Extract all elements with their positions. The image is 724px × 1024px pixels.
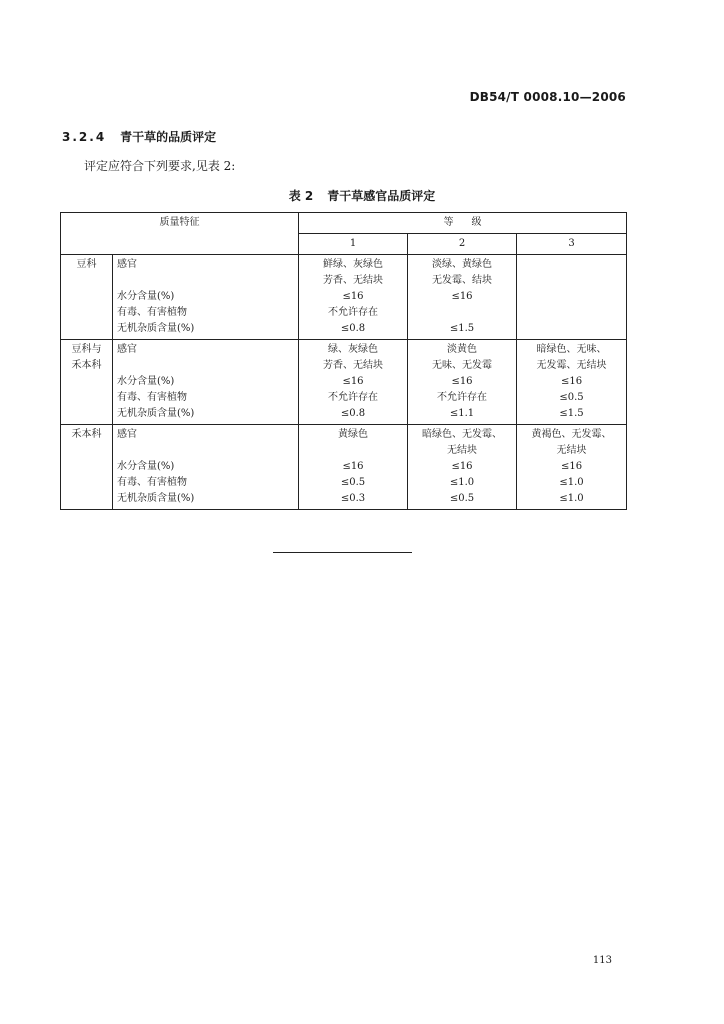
grade-2-values — [408, 425, 517, 510]
grade-value: 黄绿色 — [338, 429, 368, 440]
section-heading — [62, 128, 216, 145]
grade-1-header: 1 — [299, 234, 408, 255]
attribute-label: 无机杂质含量(%) — [117, 408, 195, 419]
table-caption-number: 表 2 — [288, 189, 314, 203]
grade-value: ≤16 — [342, 461, 364, 472]
attribute-label: 有毒、有害植物 — [117, 477, 187, 488]
attribute-label: 水分含量(%) — [117, 461, 175, 472]
grade-value — [521, 257, 622, 273]
table-caption-title: 青干草感官品质评定 — [327, 189, 436, 203]
grade-value — [303, 443, 403, 459]
grade-value — [412, 305, 512, 321]
attribute-label: 无机杂质含量(%) — [117, 323, 195, 334]
attribute-list — [113, 255, 299, 340]
grade-3-values — [517, 340, 627, 425]
grade-value: ≤0.8 — [340, 323, 366, 334]
attribute-label: 有毒、有害植物 — [117, 307, 187, 318]
attribute-label: 水分含量(%) — [117, 291, 175, 302]
grade-value: ≤16 — [342, 376, 364, 387]
grade-value — [521, 273, 622, 289]
section-number: 3.2.4 — [62, 130, 107, 144]
grade-value: ≤1.5 — [559, 408, 584, 419]
grade-value: 芳香、无结块 — [323, 360, 383, 371]
grade-2-header: 2 — [408, 234, 517, 255]
grade-value: ≤16 — [342, 291, 364, 302]
attribute-label: 感官 — [117, 344, 137, 355]
attribute-label: 无机杂质含量(%) — [117, 493, 195, 504]
quality-table — [60, 212, 627, 510]
grade-3-values — [517, 425, 627, 510]
grade-value: 无结块 — [556, 445, 587, 456]
grade-value: ≤0.5 — [559, 392, 584, 403]
attribute-label: 水分含量(%) — [117, 376, 175, 387]
attribute-label: 感官 — [117, 259, 137, 270]
grade-1-values — [299, 255, 408, 340]
grade-value: ≤1.0 — [559, 477, 584, 488]
grade-value — [521, 321, 622, 337]
grade-value: 不允许存在 — [437, 392, 487, 403]
header-feature: 质量特征 — [61, 213, 299, 255]
grade-value: 无味、无发霉 — [432, 360, 492, 371]
grade-value: ≤16 — [451, 461, 473, 472]
table-row — [61, 425, 627, 510]
attribute-list — [113, 340, 299, 425]
grade-value: ≤16 — [560, 461, 583, 472]
table-caption — [0, 187, 724, 204]
page-number: 113 — [592, 955, 612, 966]
grade-value: 芳香、无结块 — [323, 275, 383, 286]
grade-1-values — [299, 340, 408, 425]
intro-paragraph: 评定应符合下列要求,见表 2: — [84, 159, 236, 173]
grade-value: ≤0.3 — [340, 493, 366, 504]
table-row — [61, 255, 627, 340]
attribute-label: 感官 — [117, 429, 137, 440]
grade-value: 无发霉、结块 — [432, 275, 492, 286]
grade-value: ≤1.1 — [449, 408, 475, 419]
grade-1-values — [299, 425, 408, 510]
grade-value: ≤16 — [451, 291, 473, 302]
grade-3-header: 3 — [517, 234, 627, 255]
group-name: 豆科与禾本科 — [61, 340, 113, 425]
table-row — [61, 340, 627, 425]
grade-value: ≤16 — [451, 376, 473, 387]
header-grade: 等级 — [299, 213, 627, 234]
grade-value: 无发霉、无结块 — [536, 360, 607, 371]
grade-value: 淡黄色 — [447, 344, 477, 355]
grade-2-values — [408, 255, 517, 340]
group-name: 豆科 — [61, 255, 113, 340]
grade-value: 绿、灰绿色 — [328, 344, 378, 355]
document-code: DB54/T 0008.10—2006 — [469, 90, 626, 104]
grade-2-values — [408, 340, 517, 425]
grade-value: 暗绿色、无发霉、 — [422, 429, 502, 440]
grade-value — [521, 289, 622, 305]
grade-value: 鲜绿、灰绿色 — [323, 259, 383, 270]
grade-value: 淡绿、黄绿色 — [432, 259, 492, 270]
attribute-label — [117, 443, 294, 459]
attribute-label — [117, 358, 294, 374]
grade-value: ≤0.8 — [340, 408, 366, 419]
grade-value: ≤0.5 — [449, 493, 475, 504]
grade-value: ≤16 — [560, 376, 583, 387]
attribute-label: 有毒、有害植物 — [117, 392, 187, 403]
attribute-list — [113, 425, 299, 510]
grade-value: ≤1.5 — [449, 323, 475, 334]
group-name: 禾本科 — [61, 425, 113, 510]
grade-3-values — [517, 255, 627, 340]
grade-value: 黄褐色、无发霉、 — [531, 429, 612, 440]
grade-value: ≤0.5 — [340, 477, 366, 488]
grade-value: 暗绿色、无味、 — [536, 344, 607, 355]
table-header-row — [61, 213, 627, 234]
section-title: 青干草的品质评定 — [120, 130, 217, 144]
grade-value: 不允许存在 — [328, 307, 378, 318]
grade-value: 无结块 — [447, 445, 477, 456]
attribute-label — [117, 273, 294, 289]
end-rule — [273, 552, 412, 553]
grade-value — [521, 305, 622, 321]
grade-value: 不允许存在 — [328, 392, 378, 403]
grade-value: ≤1.0 — [559, 493, 584, 504]
grade-value: ≤1.0 — [449, 477, 475, 488]
